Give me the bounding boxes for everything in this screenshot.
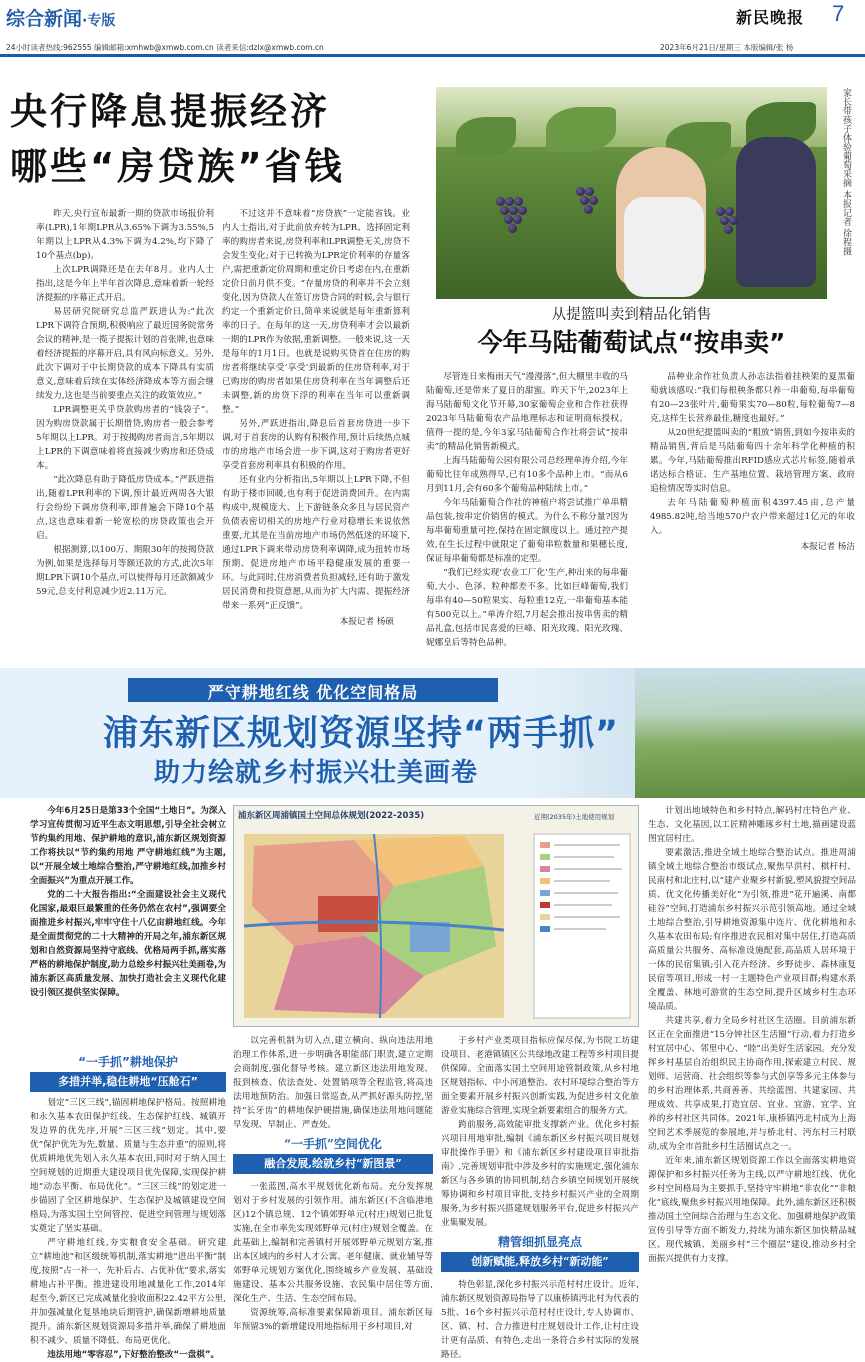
article1-para: 昨天,央行宣布最新一期的贷款市场报价利率(LPR),1年期LPR从3.65%下调为3.55%,5年期以上LPR从4.3%下调为4.2%,均下降了10个基点(bp)。 (36, 209, 214, 261)
article1-col1 (36, 207, 214, 647)
article2-col1 (426, 370, 628, 648)
article1-para: 上次LPR调降还是在去年8月。业内人士指出,这是今年上半年首次降息,意味着新一轮经济提振的序幕正式开启。 (36, 265, 214, 303)
article3-para: 资源统筹,高标准要素保障新项目。浦东新区每年预留3%的新增建设用地指标用于乡村项目,对 (233, 1308, 433, 1332)
article2-para: 尽管连日来梅雨天气“漫漫落”,但大棚里丰收的马陆葡萄,还是带来了夏日的甜蜜。昨天下午,2023年上海马陆葡萄文化节开幕,30家葡萄企业和合作社获得2023年马陆葡萄农产品地理标志和证明商标授权。值得一提的是,今年3家马陆葡萄合作社将尝试“按串卖”的精品化销售新模式。 (426, 372, 628, 452)
section1-header (30, 1054, 226, 1094)
section3-subtitle: 创新赋能,释放乡村“新动能” (441, 1252, 639, 1272)
article3-para: 近年来,浦东新区规划资源工作以全面落实耕地资源保护和乡村振兴任务为主线,以严守耕地红线、优化乡村空间格局为主要抓手,坚持守牢耕地“非农化”“非粮化”底线,聚焦乡村振兴用地保障。此外,浦东新区还积极推动国土空间综合治理与生态文化、加强耕地保护政策宣传引导等方面不断发力,持续为浦东新区加快精品城区、现代城镇、美丽乡村“三个圈层”建设,推动乡村全面振兴提供有力支撑。 (648, 1156, 856, 1264)
section-title-main: 综合新闻 (6, 8, 83, 30)
article3-para: 违法用地“零容忍”,下好整治整改“一盘棋”。 (47, 1350, 220, 1360)
page-number: 7 (832, 1, 845, 26)
article3-col3 (441, 1034, 639, 1360)
article2-headline: 今年马陆葡萄试点“按串卖” (477, 328, 786, 357)
article2-para: “我们已经实现‘农业工厂化’生产,种出来的每串葡萄,大小、色泽、粒种都差不多。比如巨峰葡萄,我们每串有40—50粒果实、每粒重12克,一串葡萄基本能有500克以上。”单涛介绍,7月起会推出按串售卖的精品礼盒,包括市民喜爱的巨峰、阳光玫瑰、阳光玫瑰、妮娜皇后等特色品种。 (426, 568, 628, 648)
article1-headline (10, 84, 420, 194)
map-title: 浦东新区周浦镇国土空间总体规划(2022-2035) (238, 811, 425, 821)
date-info: 2023年6月21日/星期三 本版编辑/张 杨 (660, 43, 794, 52)
article3-lead-para: 党的二十大报告指出:“全面建设社会主义现代化国家,最艰巨最繁重的任务仍然在农村”,强调要全面推进乡村振兴,牢牢守住十八亿亩耕地红线。今年是全面贯彻党的二十大精神的开局之年,浦东新区规划和自然资源局坚持守底线、优格局两手抓,落实落严格的耕地保护制度,助力总绘乡村振兴壮美画卷,为浦东新区高质量发展、加快打造社会主义现代化建设引领区提供坚实保障。 (30, 890, 226, 998)
section1-title: “一手抓”耕地保护 (30, 1054, 226, 1070)
article3-headline-line1: 浦东新区规划资源坚持“两手抓” (102, 714, 619, 754)
article3-para: 以完善机制为切入点,建立横向、纵向违法用地治理工作体系,进一步明确各职能部门职责,建立定期会商制度,强化督导考核。建立新区违法用地发现、报到核查、依法查处、处置销项等全程监管,将高违法用地预防治。加强日常巡查,从严抓好源头防控,坚持“长牙齿”的耕地保护硬措施,确保违法用地问题能早发现、早制止、严查处。 (233, 1036, 433, 1130)
article3-lead-para: 今年6月25日是第33个全国“土地日”。为深入学习宣传贯彻习近平生态文明思想,引导全社会树立节约集约用地、保护耕地的意识,浦东新区规划资源工作将扶以“节约集约用地 严守耕地红线”为主题,以“开展全域土地综合整治,严守耕地红线,加推乡村全面振兴”为重点开展工作。 (30, 806, 226, 886)
article3-para: 计划出地域特色和乡村特点,解码村庄特色产业、生态、文化基因,以工匠精神雕琢乡村土地,描画建设蓝图宜居村庄。 (648, 806, 856, 844)
article1-para: 易居研究院研究总监严跃进认为:“此次LPR下调符合预期,积极响应了最近国务院常务会议的精神,是一揽子提振计划的首张牌,也意味着经济提振的序幕开启,具有风向标意义。另外,此次下调对于中长期贷款的成本下降具有实质意义,意味着后续在实体经济降成本等方面会继续发力,这也是当前要重点关注的政策效应。” (36, 307, 214, 401)
article3-para: 特色彰显,深化乡村振兴示范村村庄设计。近年,浦东新区规划资源局指导了以康桥镇沔北村为代表的5批、16个乡村振兴示范村村庄设计,专人协调市、区、镇、村、合力推进村庄规划设计工作,让村庄设计更有品质、有特色,走出一条符合乡村实际的发展路径。 (441, 1280, 639, 1360)
article2-para: 品种业余作社负责人孙志法指着挂秧架的夏黑葡萄就该感叹:“我们每根秧条都只养一串葡萄,每串葡萄有20—23张叶片,葡萄果实70—80粒,每粒葡萄7—8克,这样生长营养最佳,糖度也最好。” (650, 372, 855, 424)
article2-para: 从20世纪提篮叫卖的“粗放”销售,到如今按串卖的精品销售,背后是马陆葡萄四十余年科学化种植的积累。今年,马陆葡萄推出RFID感应式芯片标签,随着承诺达标合格证、生产基地位置、栽培管理方案、政府追检情况等实时信息。 (650, 428, 855, 494)
article2-para: 去年马陆葡萄种植面积4397.45亩,总产量4985.82吨,给当地570户农户带来超过1亿元的年收入。 (650, 498, 855, 536)
article2-kicker: 从提篮叫卖到精品化销售 (551, 307, 712, 323)
section-title-sub: ·专版 (82, 13, 116, 29)
banner-kicker: 严守耕地红线 优化空间格局 (207, 683, 419, 702)
section3-header (441, 1234, 639, 1274)
article3-para: 要素激活,推进全域土地综合整治试点。推进周浦镇全域土地综合整治市级试点,聚焦早洪村、棋杆村、民南村和北庄村,以“建产业聚乡村新貌,塑风貌提空间品质、优文化传播美好化”为引领,推进“花开遍溪、南都硅谷”空间,打造浦东乡村振兴示范引领高地。通过全域土地综合整治,引导耕地资源集中连片、优化耕地和永久基本农田布局;有序推进农民相对集中居住,打造高质高质量公共服务、高标准设施配套,高品质人居环境于一体的民宿集镇;引入花卉经济、乡野徒步、森林康复民宿等项目,形成一村一主题特色产业项目群;构建水系全覆盖、林地可游赏的生态空间,提升区域乡村生态环境品质。 (648, 848, 856, 1012)
section-title (6, 4, 115, 31)
article2-para: 今年马陆葡萄合作社的神植户将尝试推广单串精品包装,按串定价销售的模式。为什么不称分量?因为每串葡萄重量可控,保持在固定额度以上。通过控产提效,在生长过程中就限定了葡萄串粒数量和果穗长度,保证每串葡萄都是标准的定型。 (426, 498, 628, 564)
article3-para: 划定“三区三线”,锚固耕地保护格局。按照耕地和永久基本农田保护红线、生态保护红线、城镇开发边界的优先序,开展“三区三线”划定。其中,要优“保护优先为先,数量、质量与生态并重”的原则,将优质耕地优先划入永久基本农田,同时对于纳入国土空间规划的近期重大建设项目优先保障,实现保护耕地“动态平衡、布局优化”。“三区三线”的划定进一步锚固了全区耕地保护、生态保护及城镇建设空间格局,为落实国土空间管控、促进空间管理与规划落实奠定了坚实基础。 (30, 1098, 226, 1234)
article1-para: 不过这并不意味着“房贷族”一定能省钱。业内人士指出,对于此前放弃转为LPR、选择固定利率的购房者来说,房贷利率和LPR调整无关,房贷不会发生变化;对于已转换为LPR定价利率的存量客户,需把重新定价周期和重定价日考虑在内,在重新定价日前月供不变。“存量房贷的利率并不会立刻变化,因为贷款人在签订房贷合同的时候,会与银行约定一个重新定价日,简单来说就是每年重新算利率的日子。在每年的这一天,房贷利率才会以最新一期的LPR作为依据,重新调整。一般来说,这一天是每年的1月1日。也就是说购买贷首在住房的购房者将继续享受‘享受’到最新的住房贷利率,对于已购房的购房者如果住房贷利率在当年调整后还未调整,新的房贷下浮的利率在当年可以重新调整。” (222, 209, 410, 415)
article1-para: 另外,严跃进指出,降息后首套房贷进一步下调,对于首套房的认购有积极作用,预计后续热点城市的房地产市场会进一步下调,这对于购房者更好享受首套房利率具有积极的作用。 (222, 419, 410, 471)
article3-col2 (233, 1034, 433, 1332)
map-graphic (234, 826, 638, 1026)
article1-headline-line2: 哪些“房贷族”省钱 (10, 145, 345, 188)
article1-para: “此次降息有助于降低房贷成本。”严跃进指出,随着LPR利率的下调,预计最近两周各大银行会纷纷下调房贷利率,即普遍会下降10个基点,这也意味着新一轮宽松的房贷政策也会开启。 (36, 475, 214, 541)
article3-para: 共建共享,着力全局乡村社区生活圈。目前浦东新区正在全面推进“15分钟社区生活圈”行动,着力打造乡村宜居中心、邻里中心、“睦”出美好生活家园。充分发挥乡村基层自治组织民主协商作用,探索建立村民、规划师、运营商、社会组织等参与式创享等多元主体参与的乡村治理体系,共商善善、共绘蓝图、共建家园、共理成效、共享成果,打造宜居、宜业、宜游、宜学、宜养的乡村社区共同体。2021年,康桥镇沔北村成为上海空间艺术季展览的参展地,并与桥北村、沔东村三村联动,成为全市首批乡村生活圈试点之一。 (648, 1016, 856, 1152)
hotline-info: 24小时读者热线:962555 编辑邮箱:xmhwb@xmwb.com.cn 读者来信:dzlx@xmwb.com.cn (6, 43, 324, 52)
article1-para: LPR调整更关乎贷款购房者的“钱袋子”。因为购房贷款属于长期借贷,购房者一般会参考5年期以上LPR。对于按揭购房者而言,5年期以上LPR的下调意味着将直接减少购房和还贷成本。 (36, 405, 214, 471)
article1-col2 (222, 207, 410, 647)
article3-para: 于乡村产业类项目指标应保尽保,为书院工坊建设项目、老港镇镇区公共绿地改建工程等乡村项目提供保障。全面落实国土空间用途管制政策,从乡村地区规划指标、中小河道整治、农村环境综合整治等方面全要素开展乡村振兴创新实践,为促进乡村文化旅游业实施综合管理,实现全新要素组合的服务方式。 (441, 1036, 639, 1116)
article3-para: 严守耕地红线,夯实粮食安全基础。研究建立“耕地池”和区级统筹机制,落实耕地“进出平衡”制度,按照“占一补一、先补后占、占优补优”要求,落实耕地占补平衡。推进建设用地减量化工作,2014年起至今,新区已完成减量化验收面积22.42平方公里,并加强减量化复垦地块后期管护,确保新增耕地质量提升。浦东新区规划资源局多措并举,确保了耕地面积不减少、质量不降低、布局更优化。 (30, 1238, 226, 1346)
section2-subtitle: 融合发展,绘就乡村“新图景” (233, 1154, 433, 1174)
article2-para: 上海马陆葡萄公园有限公司总经理单涛介绍,今年葡萄比往年成熟得早,已有10多个品种上市。“而从6月到11月,会有60多个葡萄品种陆续上市。” (426, 456, 628, 494)
planning-map (233, 805, 639, 1027)
article3-col1 (30, 1096, 226, 1360)
article1-headline-line1: 央行降息提振经济 (10, 90, 330, 133)
map-legend-title: 近期(2035年)土地使用规划 (534, 813, 615, 821)
article1-para: 还有业内分析指出,5年期以上LPR下降,不但有助于楼市回暖,也有利于促进消费回升。在内需构成中,规模庞大、上下游链条众多且与居民资产负债表密切相关的房地产行业对稳增长来说依然重要,尤其是在当前房地产市场仍然低迷的环境下,通过LPR下调来带动房贷利率调降,成为扭转市场预期、促进房地产市场平稳健康发展的重要一环。与此同时,住房消费者负担减轻,还有助于激发居民消费和投资意愿,从而为扩大内需、提振经济带来一系列“正反馈”。 (222, 475, 410, 611)
section3-title: 精管细抓显亮点 (441, 1234, 639, 1250)
article3-para: 一张蓝图,高水平规划优化新布局。充分发挥规划对于乡村发展的引领作用。浦东新区(不含临港地区)12个镇总规、12个镇郊野单元(村庄)规划已批复实施,在全市率先实现郊野单元(村庄)规划全覆盖。在此基础上,编制和完善镇村开展郊野单元规划方案,推出本区域内的乡村人才公寓、老年健康、就业辅导等郊野单元规划方案优化,围绕城乡产业发展、基础设施建设、基本公共服务设施、农民集中居住等方面,深化生产、生活、生态空间布局。 (233, 1182, 433, 1304)
article3-col4 (648, 804, 856, 1276)
section1-subtitle: 多措并举,稳住耕地“压舱石” (30, 1072, 226, 1092)
article3-headline-line2: 助力绘就乡村振兴壮美画卷 (153, 758, 478, 788)
section2-title: “一手抓”空间优化 (233, 1136, 433, 1152)
article1-byline: 本报记者 杨硕 (339, 617, 394, 627)
header-rule (0, 54, 865, 57)
brand-logo: 新民晚报 (736, 8, 805, 27)
photo-caption (838, 88, 852, 256)
article3-lead (30, 804, 226, 1049)
grape-photo (436, 87, 827, 299)
feature-banner (0, 668, 865, 798)
article3-para: 跨前服务,高效能审批支撑新产业。优化乡村振兴项目用地审批,编制《浦东新区乡村振兴项目规划审批操作手册》和《浦东新区乡村建设项目审批指南》,完善规划审批中涉及乡村的实施规定,强化浦东新区与各乡镇的协同机制,结合乡镇空间规划开展统筹协调和乡村项目审批,支持乡村振兴产业的全周期服务,为乡村振兴搭建规划服务平台,促进乡村振兴产业集聚发展。 (441, 1120, 639, 1228)
photo-caption-text: 家长带孩子体验葡萄采摘 本报记者 徐程摄 (841, 88, 851, 256)
article2-col2 (650, 370, 855, 645)
article1-para: 根据测算,以100万、期限30年的按揭贷款为例,如果是选择每月等额还款的方式,此次5年期LPR下调10个基点,可以使得每月还款额减少59元,总支付利息减少近2.11万元。 (36, 545, 214, 597)
section2-header (233, 1136, 433, 1176)
article2-byline: 本报记者 杨洁 (800, 542, 855, 552)
